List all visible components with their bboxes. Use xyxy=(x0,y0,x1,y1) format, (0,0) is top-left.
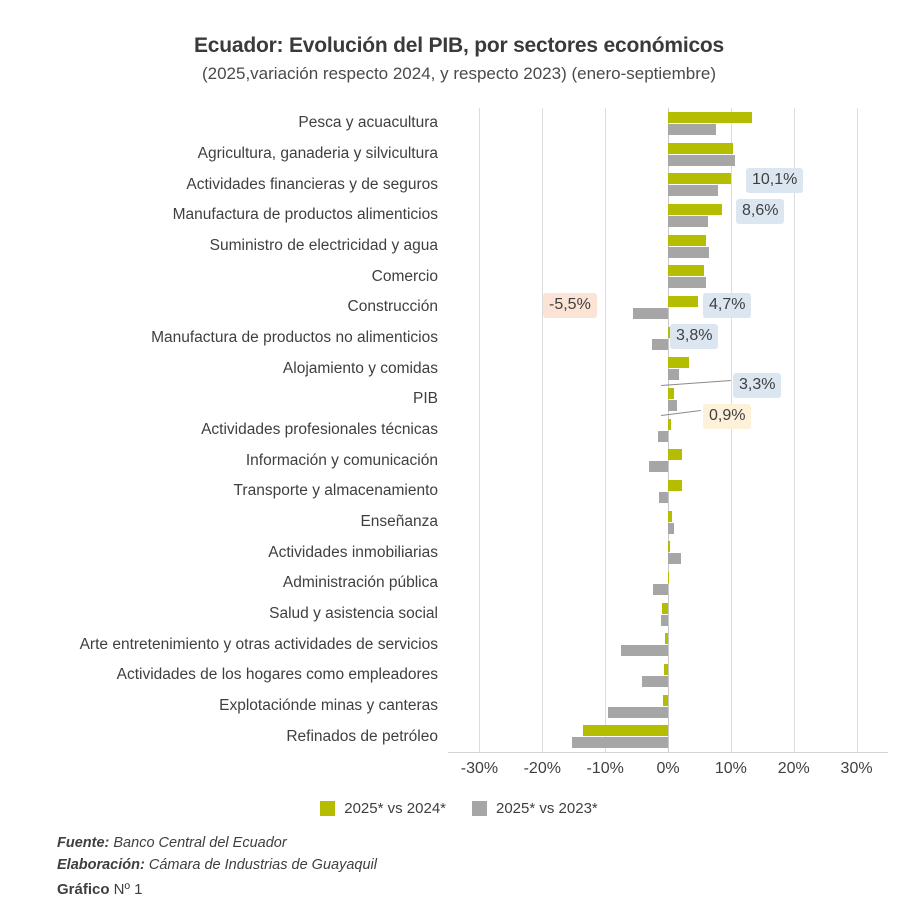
plot-area xyxy=(448,108,888,752)
x-tick-label: -20% xyxy=(523,760,561,777)
title-block xyxy=(0,32,918,86)
bar xyxy=(668,265,704,276)
gridline xyxy=(731,108,732,752)
legend-swatch-icon xyxy=(320,801,335,816)
category-label: Alojamiento y comidas xyxy=(282,359,438,377)
legend-swatch-icon xyxy=(472,801,487,816)
bar xyxy=(668,143,733,154)
footer-elaboration-value: Cámara de Industrias de Guayaquil xyxy=(144,857,377,873)
figure-label: Gráfico xyxy=(57,881,110,898)
bar xyxy=(668,124,716,135)
x-tick-label: 30% xyxy=(840,760,873,777)
data-callout-label: 10,1% xyxy=(746,168,803,193)
legend-label: 2025* vs 2024* xyxy=(344,800,446,817)
x-tick-label: -10% xyxy=(586,760,624,777)
category-label: Suministro de electricidad y agua xyxy=(209,237,438,254)
gridline xyxy=(542,108,543,752)
bar xyxy=(668,400,677,411)
bar xyxy=(661,615,668,626)
chart-title: Ecuador: Evolución del PIB, por sectores económicos xyxy=(193,34,725,57)
category-label: Enseñanza xyxy=(360,513,438,530)
bar xyxy=(572,737,668,748)
bar xyxy=(633,308,668,319)
gridline xyxy=(605,108,606,752)
bar xyxy=(662,603,668,614)
gridline xyxy=(857,108,858,752)
data-callout-label: 3,3% xyxy=(733,373,781,398)
figure-number: Nº 1 xyxy=(109,881,143,898)
bar xyxy=(668,185,718,196)
figure-caption xyxy=(57,879,757,901)
category-label: Transporte y almacenamiento xyxy=(233,482,438,500)
legend-label: 2025* vs 2023* xyxy=(496,800,598,817)
category-label: Manufactura de productos no alimenticios xyxy=(151,329,438,346)
bar xyxy=(658,431,668,442)
bar xyxy=(668,296,698,307)
footer-elaboration xyxy=(57,854,757,876)
data-callout-label: 8,6% xyxy=(736,199,784,224)
bar xyxy=(668,247,709,258)
bar xyxy=(664,664,668,675)
chart-subtitle: (2025,variación respecto 2024, y respecto 2023) (enero-septiembre) xyxy=(201,64,717,83)
bar xyxy=(663,695,668,706)
category-label: Construcción xyxy=(347,298,438,316)
x-axis-ticks xyxy=(448,760,888,786)
gridline xyxy=(479,108,480,752)
bar xyxy=(668,235,706,246)
bar xyxy=(668,523,674,534)
category-label: Pesca y acuacultura xyxy=(298,114,438,132)
category-label: Administración pública xyxy=(282,574,438,592)
category-label: Arte entretenimiento y otras actividades de servicios xyxy=(79,635,438,653)
data-callout-label: 0,9% xyxy=(703,404,751,429)
x-tick-label: -30% xyxy=(460,760,499,777)
category-label: Actividades financieras y de seguros xyxy=(186,175,438,193)
bar xyxy=(668,173,731,184)
bar xyxy=(668,449,682,460)
category-label: Actividades inmobiliarias xyxy=(268,543,438,561)
callout-leader-line xyxy=(661,380,731,386)
category-label: Manufactura de productos alimenticios xyxy=(172,206,438,224)
bar xyxy=(653,584,668,595)
x-tick-label: 20% xyxy=(777,760,810,777)
data-callout-label: 4,7% xyxy=(703,293,751,318)
data-callout-label: -5,5% xyxy=(543,293,597,318)
gridline xyxy=(794,108,795,752)
category-label: Refinados de petróleo xyxy=(286,727,438,745)
bar xyxy=(642,676,668,687)
bar xyxy=(668,216,708,227)
category-label: Comercio xyxy=(371,267,438,285)
axis-baseline xyxy=(448,752,888,753)
bar xyxy=(652,339,668,350)
bar xyxy=(668,155,735,166)
data-callout-label: 3,8% xyxy=(670,324,718,349)
category-label: PIB xyxy=(413,390,438,408)
bar xyxy=(621,645,668,656)
bar xyxy=(659,492,668,503)
footer-source-value: Banco Central del Ecuador xyxy=(109,835,287,851)
footer-source-label: Fuente: xyxy=(57,835,110,851)
bar xyxy=(668,112,752,123)
x-tick-label: 0% xyxy=(656,760,680,777)
bar xyxy=(668,357,689,368)
bar xyxy=(668,541,670,552)
x-tick-label: 10% xyxy=(714,760,747,777)
bar xyxy=(668,419,671,430)
category-label: Actividades de los hogares como empleadores xyxy=(116,666,438,684)
category-label: Salud y asistencia social xyxy=(269,605,438,622)
legend-item[interactable] xyxy=(472,800,598,817)
bar xyxy=(668,511,672,522)
bar xyxy=(608,707,668,718)
bar xyxy=(668,277,706,288)
bar xyxy=(583,725,668,736)
bar xyxy=(668,480,682,491)
bar xyxy=(668,388,674,399)
footer-source xyxy=(57,832,757,854)
footer-elaboration-label: Elaboración: xyxy=(57,857,145,873)
plot-wrapper xyxy=(0,108,918,777)
bar xyxy=(668,553,681,564)
bar xyxy=(649,461,668,472)
chart-legend xyxy=(0,800,918,817)
category-label: Explotaciónde minas y canteras xyxy=(219,697,438,714)
category-label: Información y comunicación xyxy=(245,451,438,469)
footer xyxy=(57,832,757,901)
category-label: Agricultura, ganaderia y silvicultura xyxy=(197,145,438,162)
bar xyxy=(668,369,679,380)
bar xyxy=(665,633,668,644)
category-axis xyxy=(0,108,448,752)
legend-item[interactable] xyxy=(320,800,446,817)
category-label: Actividades profesionales técnicas xyxy=(201,421,438,438)
bar xyxy=(668,572,669,583)
bar xyxy=(668,204,722,215)
